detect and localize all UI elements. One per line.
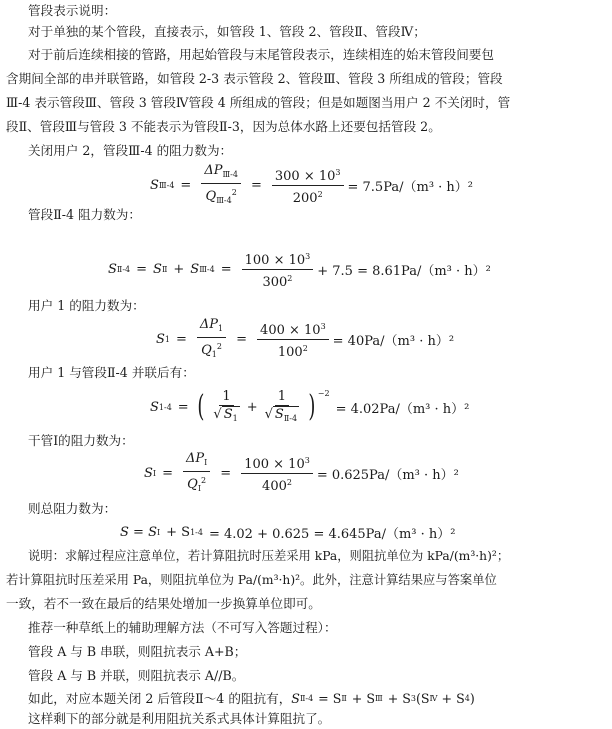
text-line: 用户 1 与管段Ⅱ-4 并联后有： (28, 365, 195, 380)
text-line: 若计算阻抗时压差采用 Pa，则阻抗单位为 Pa/(m³·h)²。此外，注意计算结果应与答案单位 (6, 573, 497, 587)
equation-s-i: S Ⅰ = $\frac{\Delta P_Ⅰ}{Q_Ⅰ^2}$ = $\frac{100 \times 10^3}{400^2}$ = 0.625Pa/（m³ · h）² (144, 450, 459, 494)
equation-s-1-4: S 1-4 = ( $\frac{1}{√ S_1}$ + $\frac{1}{√ S_{Ⅱ-4}}$ ) $^{-2}$ = 4.02Pa/（m³ · h）² (150, 388, 470, 424)
text-line: 管段Ⅱ-4 阻力数为： (28, 207, 141, 222)
heading-segment-notation: 管段表示说明： (28, 3, 117, 18)
text-line: 一致，若不一致在最后的结果处增加一步换算单位即可。 (6, 596, 321, 611)
text-line: 说明：求解过程应注意单位，若计算阻抗时压差采用 kPa，则阻抗单位为 kPa/(m³·h)²； (28, 549, 510, 563)
text-line: 推荐一种草纸上的辅助理解方法（不可写入答题过程）： (28, 620, 337, 635)
text-line: 关闭用户 2，管段Ⅲ-4 的阻力数为： (28, 143, 233, 158)
equation-s-1: S 1 = $\frac{\Delta P_1}{Q_1^2}$ = $\frac{400 \times 10^3}{100^2}$ = 40Pa/（m³ · h）² (156, 316, 455, 360)
text-line: 管段 A 与 B 并联，则阻抗表示 A//B。 (28, 668, 245, 683)
equation-s-total: S = S Ⅰ + S 1-4 = 4.02 + 0.625 = 4.645Pa/（m³ · h）² (120, 524, 456, 542)
text-line: 如此，对应本题关闭 2 后管段Ⅱ～4 的阻抗有， S Ⅱ-4 = S Ⅱ + S Ⅲ + S 3 (S Ⅳ + S 4 ) (28, 691, 475, 706)
equation-s-iii-4: S Ⅲ-4 = $\frac{\Delta P_{Ⅲ-4}}{Q_{Ⅲ-4}^2}$ = $\frac{300 \times 10^3}{200^2}$ = 7.5Pa/（m³ · h）² (150, 162, 474, 206)
equation-s-ii-4: S Ⅱ-4 = S Ⅱ + S Ⅲ-4 = $\frac{100 \times 10^3}{300^2}$ + 7.5 = 8.61Pa/（m³ · h）² (108, 248, 491, 290)
text-line: 段Ⅱ、管段Ⅲ与管段 3 不能表示为管段Ⅱ-3，因为总体水路上还要包括管段 2。 (6, 119, 441, 134)
text-line: 含期间全部的串并联管路，如管段 2-3 表示管段 2、管段Ⅲ、管段 3 所组成的管段；管段 (6, 71, 503, 86)
text-line: 则总阻力数为： (28, 501, 117, 516)
text-line: Ⅲ-4 表示管段Ⅲ、管段 3 管段Ⅳ管段 4 所组成的管段；但是如题图当用户 2 不关闭时，管 (6, 95, 511, 110)
text-line: 这样剩下的部分就是利用阻抗关系式具体计算阻抗了。 (28, 711, 331, 726)
text-line: 管段 A 与 B 串联，则阻抗表示 A+B； (28, 644, 247, 659)
text-line: 用户 1 的阻力数为： (28, 298, 145, 313)
text-line: 干管Ⅰ的阻力数为： (28, 433, 134, 448)
text-line: 对于单独的某个管段，直接表示，如管段 1、管段 2、管段Ⅱ、管段Ⅳ； (28, 24, 426, 39)
equation-s-ii-4-decomposition: S Ⅱ-4 = S Ⅱ + S Ⅲ + S 3 (S Ⅳ + S 4 ) (291, 691, 475, 706)
text-line: 对于前后连续相接的管路，用起始管段与末尾管段表示，连续相连的始末管段间要包 (28, 47, 494, 62)
